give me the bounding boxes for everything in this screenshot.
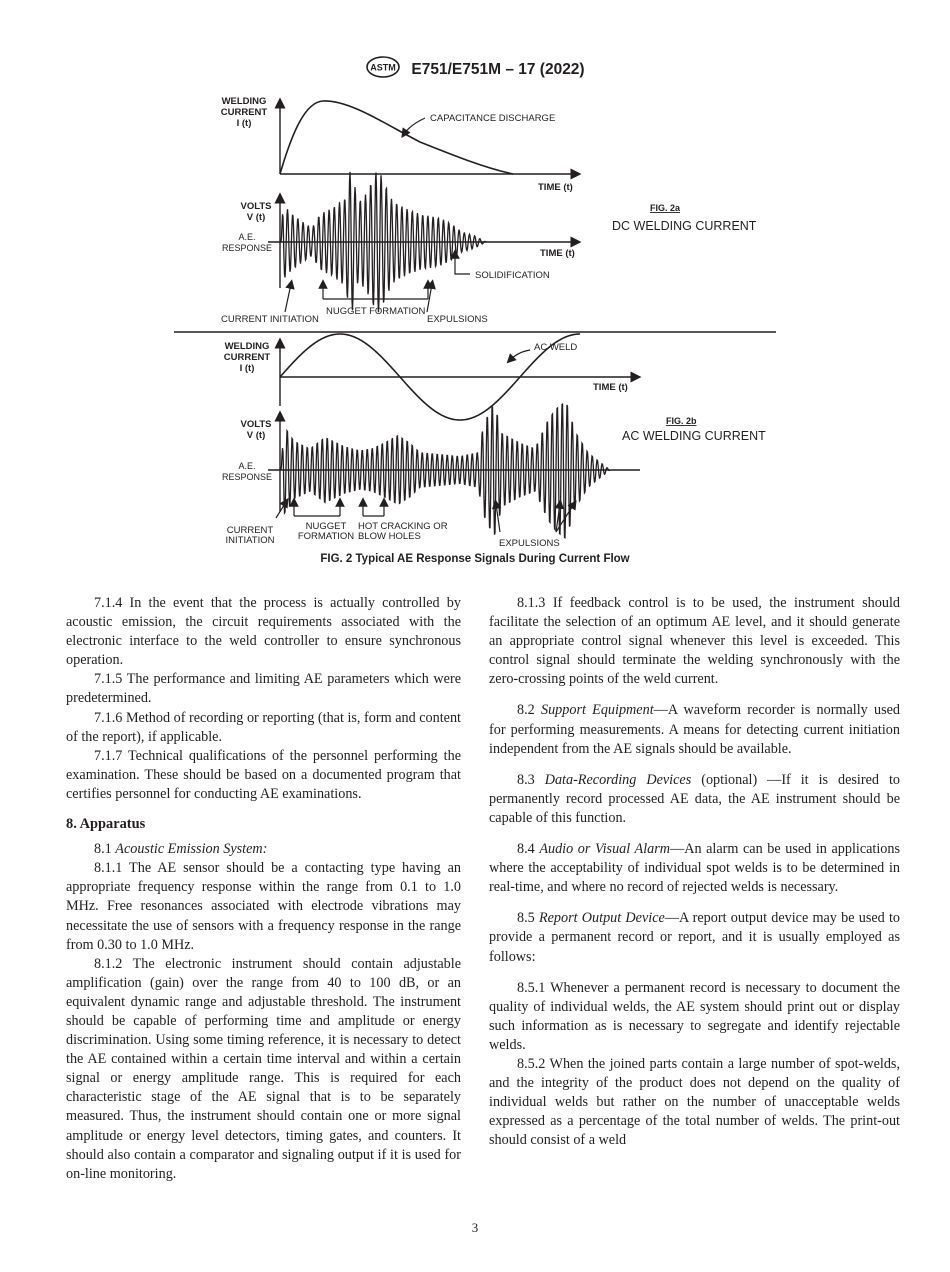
paragraph-8-2-text: —A waveform recorder is normally used for performing measurements. A means for detecting current initiation independent from the AE signals should be available. [489,702,900,757]
fig2a-current-initiation-pointer [285,284,291,312]
paragraph-8-5-title: Report Output Device [538,910,665,927]
paragraph-8-5-number: 8.5 [517,910,535,927]
figure-2 [0,88,950,555]
fig2b-ae-label-line1: A.E. [238,461,256,471]
paragraph-7-1-5: 7.1.5 The performance and limiting AE parameters which were predetermined. [66,671,461,707]
fig2a-time-label-2: TIME (t) [540,248,575,259]
paragraph-8-1-3: 8.1.3 If feedback control is to be used, the instrument should facilitate the selection of an optimum AE level, and it should generate an appropriate control signal whenever this level is exceeded. This control signal should terminate the welding synchronously with the zero-crossing points of the weld current. [489,595,900,688]
paragraph-8-3-text: (optional) —If it is desired to permanently record processed AE data, the AE instrument should be capable of this function. [489,771,900,826]
paragraph-8-1-2: 8.1.2 The electronic instrument should contain adjustable amplification (gain) over the range from 40 to 100 dB, or an equivalent dynamic range and adjustable threshold. The instrument should be capable of performing time and amplitude or energy discrimination. Using some timing reference, it is necessary to detect the AE contained within a certain time interval and within a certain signal or energy amplitude range. This is required for each characteristic stage of the AE signal that is to be separately measured. Thus, the instrument should contain one or more signal amplitude or energy level detectors, timing gates, and counters. It should also contain a comparator and signaling output if it is used for on-line monitoring. [66,955,461,1182]
paragraph-8-2-title: Support Equipment [540,702,654,719]
paragraph-8-3-number: 8.3 [517,771,535,788]
paragraph-8-4-text: —An alarm can be used in applications where the acceptability of individual spot welds is to be determined in real-time, and where no record of rejected welds is necessary. [489,841,901,896]
paragraph-8-4 [489,840,900,897]
paragraph-8-5-1: 8.5.1 Whenever a permanent record is necessary to document the quality of individual welds, the AE system should print out or display such information as is necessary to segregate and identify rejectable welds. [489,979,900,1053]
svg-text:ASTM: ASTM [370,62,397,73]
paragraph-8-1-number: 8.1 [94,841,112,858]
fig2b-time-label: TIME (t) [593,382,628,393]
fig2a-current-label-line1: WELDING [221,96,267,107]
fig-2b [222,334,766,549]
fig2a-current-label-line2: CURRENT [220,107,268,118]
paragraph-8-1-1: 8.1.1 The AE sensor should be a contacting type having an appropriate frequency response within the range from 0.1 to 1.0 MHz. Free resonances associated with electrode vibrations may necessitate the use of sensors with a frequency response in the range from 0.30 to 1.0 MHz. [66,860,461,953]
fig2b-ae-label-line2: RESPONSE [221,472,273,482]
fig2b-volts-label-line1: VOLTS [240,419,272,430]
page-number: 3 [471,1220,479,1235]
paragraph-7-1-7: 7.1.7 Technical qualifications of the personnel performing the examination. These should be based on a documented program that certifies personnel for conducting AE examinations. [66,747,461,802]
fig2a-title: DC WELDING CURRENT [612,219,757,233]
fig2a-current-label-line3: I (t) [236,118,252,129]
fig2b-ac-weld-pointer [510,350,530,360]
paragraph-8-5-2: 8.5.2 When the joined parts contain a large number of spot-welds, and the integrity of the product does not depend on the quality of individual welds but rather on the number of unacceptable welds expressed as a percentage of the total number of welds. The print-out should consist of a weld [489,1055,900,1149]
fig2b-current-label-line2: CURRENT [223,352,271,363]
paragraph-8-4-title: Audio or Visual Alarm [539,841,671,858]
fig2a-solidification-pointer [455,254,470,274]
fig2a-ae-label-line2: RESPONSE [221,243,273,253]
fig2b-current-initiation-label-line1: CURRENT [226,525,274,536]
fig2a-volts-label-line2: V (t) [246,212,266,223]
paragraph-8-3-title: Data-Recording Devices [544,771,692,788]
paragraph-8-4-number: 8.4 [517,841,535,858]
fig2a-ae-label-line1: A.E. [238,232,256,242]
paragraph-8-2 [489,701,900,758]
fig2a-expulsions-label: EXPULSIONS [427,314,488,325]
section-8-heading: 8. Apparatus [66,816,146,833]
fig-2a [221,96,757,325]
fig2a-current-initiation-label: CURRENT INITIATION [221,314,319,325]
paragraph-8-3 [489,771,900,828]
fig2a-discharge-pointer [404,118,425,134]
fig2b-title: AC WELDING CURRENT [622,429,766,443]
fig2b-current-label-line3: I (t) [239,363,255,374]
fig2b-nugget-label-line2: FORMATION [297,531,355,542]
fig2b-label: FIG. 2b [666,416,697,426]
paragraph-8-5-text: —A report output device may be used to provide a permanent record or report, and it is usually employed as follows: [489,910,900,965]
astm-logo-icon [365,56,401,83]
fig2b-current-label-line1: WELDING [224,341,270,352]
fig2b-volts-label-line2: V (t) [246,430,266,441]
figure-2-svg [0,88,950,550]
figure-caption: FIG. 2 Typical AE Response Signals During Current Flow [320,553,630,565]
fig2b-nugget-label-line1: NUGGET [305,521,347,532]
fig2b-hot-cracking-label-line2: BLOW HOLES [358,531,421,542]
left-text-column [66,594,461,1184]
fig2b-ac-weld-label: AC WELD [534,342,578,353]
paragraph-8-2-number: 8.2 [517,702,535,719]
right-text-column [489,594,900,1150]
fig2a-nugget-label: NUGGET FORMATION [326,306,426,317]
fig2a-discharge-label: CAPACITANCE DISCHARGE [430,113,556,124]
fig2b-current-initiation-label-line2: INITIATION [225,535,275,546]
fig2a-label: FIG. 2a [650,203,681,213]
fig2a-capacitance-discharge-curve [280,101,513,174]
paragraph-7-1-4: 7.1.4 In the event that the process is actually controlled by acoustic emission, the circuit requirements associated with the electronic interface to the weld controller to ensure synchronous operation. [66,595,461,669]
paragraph-8-5 [489,909,900,966]
page-header [0,56,950,83]
fig2b-ae-response-trace [281,404,610,538]
paragraph-8-1-title: Acoustic Emission System: [115,841,268,858]
fig2a-solidification-label: SOLIDIFICATION [475,270,550,281]
paragraph-7-1-6: 7.1.6 Method of recording or reporting (that is, form and content of the report), if applicable. [66,709,461,745]
paragraph-8-1 [66,840,461,859]
document-designation: E751/E751M – 17 (2022) [411,60,585,78]
fig2b-hot-cracking-label-line1: HOT CRACKING OR [358,521,448,532]
fig2b-expulsions-label: EXPULSIONS [499,538,560,549]
fig2a-volts-label-line1: VOLTS [240,201,272,212]
fig2a-time-label-1: TIME (t) [538,182,573,193]
